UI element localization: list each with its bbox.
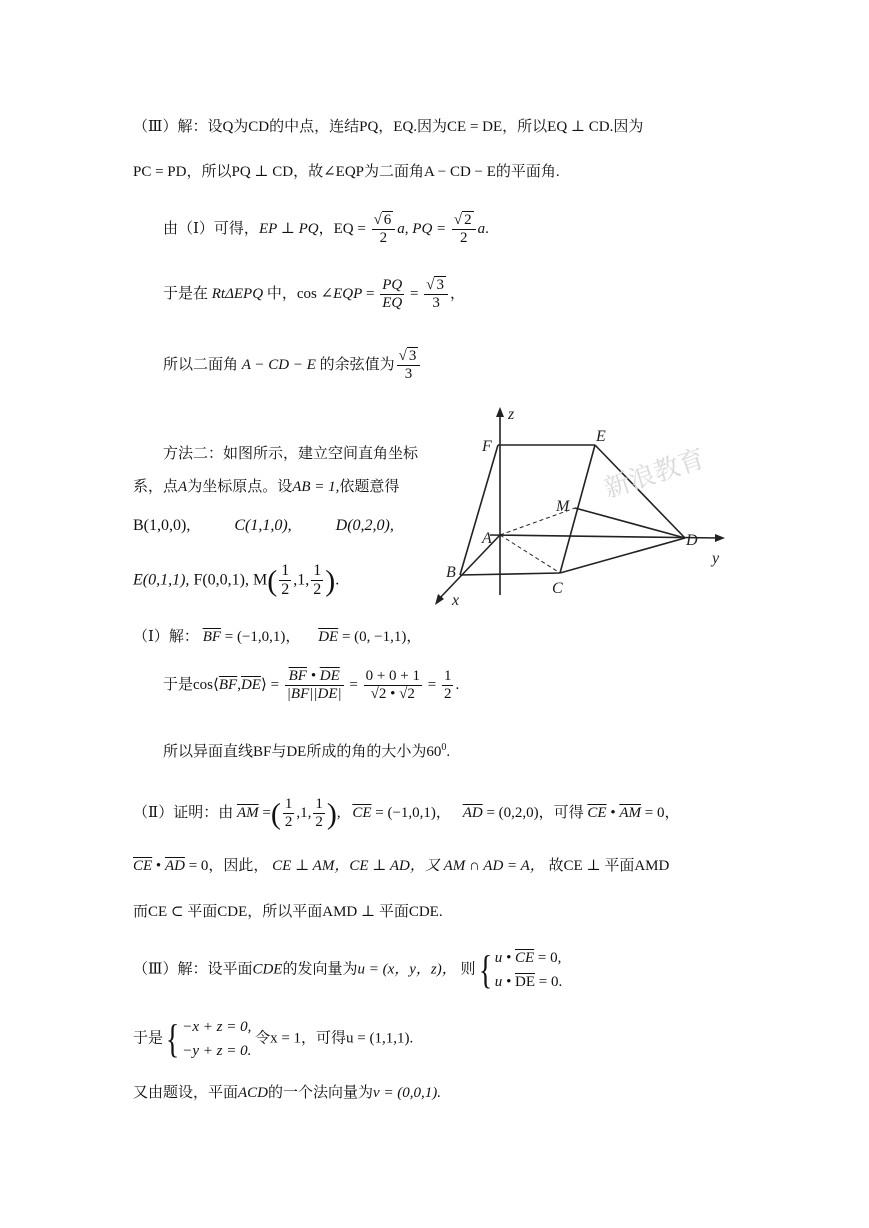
text-line-14: $\overline{CE}$ • $\overline{AD} = 0$，因此， CE ⊥ AM，CE ⊥ AD，又 AM ∩ AD = A， 故CE ⊥ 平面AMD [133, 858, 670, 874]
line3-eq-label: ，EQ = [318, 221, 366, 238]
text-line-13: （Ⅱ）证明：由 $\overline{AM}$ =( $\frac{1}{2}$ ,1, $\frac{1}{2}$ ), $\overline{CE} = (-1,0,1)$， $\overline{AD} = (0,2,0)$，可得 $\overline{CE}$ • $\overline{AM} = 0$， [133, 796, 680, 831]
edge-cd [560, 538, 685, 573]
vec-de: $\overline{DE}$ [318, 629, 339, 645]
frac-sqrt2-2: $\frac{√ 2}{2}$ [452, 212, 476, 248]
text-line-8 [133, 516, 394, 535]
point-b: B(1,0,0), [133, 517, 191, 534]
z-axis-arrow [496, 407, 504, 417]
vec-am: $\overline{AM}$ [236, 805, 259, 822]
label-y: y [712, 550, 720, 567]
text-line-6: 方法二：如图所示，建立空间直角坐标 [163, 446, 419, 462]
dihedral-label: A − CD − E [241, 357, 316, 374]
edge-md [575, 508, 685, 538]
frac-sqrt3-3-b: $\frac{√ 3}{3}$ [397, 348, 421, 384]
label-x: x [452, 592, 460, 609]
text-line-18: 又由题设，平面ACD的一个法向量为v = (0,0,1). [133, 1085, 442, 1101]
text-line-17: 于是{ −x + z = 0, −y + z = 0. 令x = 1，可得u = (1,1,1). [133, 1016, 414, 1061]
text-line-2 [133, 163, 560, 181]
label-z: z [508, 406, 515, 423]
edge-bc [460, 573, 560, 575]
label-b: B [446, 564, 456, 581]
point-f: F(0,0,1), [193, 571, 249, 589]
frac-sqrt6-2: $\frac{√ 6}{2}$ [372, 212, 396, 248]
label-c: C [552, 580, 563, 597]
text-line-1 [133, 118, 643, 136]
point-c: C(1,1,0), [234, 517, 292, 534]
frac-sqrt3-3: $\frac{√ 3}{3}$ [424, 277, 448, 313]
label-d: D [686, 532, 698, 549]
frac-dot-product: $\frac{\overline{BF} • \overline{DE}}{|\overline{BF}||\overline{DE}|}$ [286, 668, 342, 703]
text-line-4: 于是在 RtΔEPQ 中，cos ∠EQP = $\frac{PQ}{EQ}$ = $\frac{√ 3}{3}$ ， [163, 277, 465, 312]
angle-eqp: ∠EQP [320, 286, 363, 303]
line3-perp: EP ⊥ PQ [258, 221, 319, 238]
text-line-10: （Ⅰ）解： $\overline{BF} = (-1,0,1)$， $\overline{DE} = (0$, −1,1)， [133, 629, 422, 645]
text-line-7: 系，点A为坐标原点。设AB = 1,依题意得 [133, 479, 400, 495]
text-line-3: 由（Ⅰ）可得，EP ⊥ PQ，EQ = $\frac{√ 6}{2}$ a, PQ = $\frac{√ 2}{2}$ a. [163, 212, 489, 247]
point-d: D(0,2,0), [335, 517, 394, 534]
frac-numeric: $\frac{0 + 0 + 1}{√2 • √2}$ [365, 668, 420, 703]
var-a: a [397, 221, 405, 238]
label-e: E [596, 428, 606, 445]
right-triangle: RtΔEPQ [211, 286, 264, 303]
line1-text: （Ⅲ）解：设Q为CD的中点，连结PQ，EQ.因为CE = DE，所以EQ ⊥ CD.因为 [133, 119, 644, 135]
point-e: E(0,1,1), [133, 571, 190, 589]
label-m: M [556, 498, 570, 515]
coordinate-figure [430, 405, 740, 610]
vec-ad: $\overline{AD}$ [462, 805, 483, 822]
label-a: A [482, 530, 492, 547]
vec-bf: $\overline{BF}$ [202, 629, 222, 645]
watermark-text: 新浪教育 [600, 443, 709, 505]
y-axis-arrow [715, 534, 725, 542]
point-m: M [253, 571, 268, 589]
line2-text: PC = PD，所以PQ ⊥ CD，故∠EQP为二面角A − CD − E的平面角. [133, 164, 560, 180]
text-line-15: 而CE ⊂ 平面CDE，所以平面AMD ⊥ 平面CDE. [133, 904, 443, 920]
text-line-5: 所以二面角 A − CD − E 的余弦值为 $\frac{√ 3}{3}$ [163, 348, 422, 384]
text-line-11: 于是$\cos⟨\overline{BF},\overline{DE}⟩$ = $\frac{\overline{BF} • \overline{DE}}{|\overline{BF}||\overline{DE}|}$ = $\frac{0 + 0 + 1}{√2 • √2}$ = $\frac{1}{2}$ . [163, 668, 460, 703]
line3-pre: 由（Ⅰ）可得， [163, 221, 259, 238]
label-f: F [482, 438, 492, 455]
text-line-9: E(0,1,1), F(0,0,1), M( $\frac{1}{2}$ ,1, $\frac{1}{2}$ ). [133, 562, 340, 599]
frac-pq-eq: $\frac{PQ}{EQ}$ [382, 277, 403, 312]
text-line-16: （Ⅲ）解：设平面CDE的发向量为u = (x，y，z)， 则{ u • $\overline{CE} = 0$, u • $\overline{DE} = 0$. [133, 947, 563, 992]
vec-ce: $\overline{CE}$ [352, 805, 372, 822]
text-line-12: 所以异面直线BF与DE所成的角的大小为$60^0$. [163, 742, 451, 760]
edge-fb [460, 445, 498, 575]
line3-pq-label: PQ = [412, 221, 447, 238]
edge-ac [500, 535, 560, 573]
